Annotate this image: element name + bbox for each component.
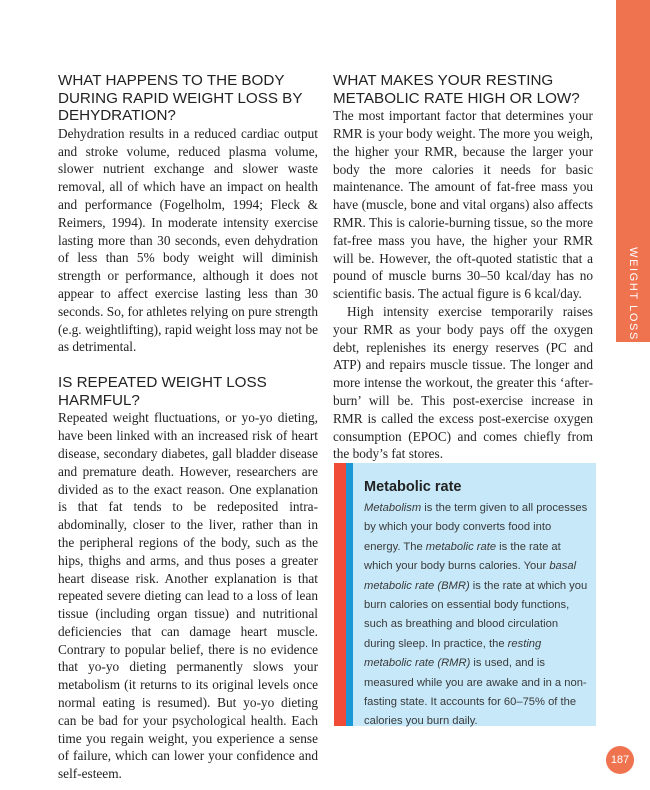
paragraph-rmr-factors: The most important factor that determines your RMR is your body weight. The more you weigh, the higher your RMR, because the larger your body the more calories it needs for basic maintenance. The amount of fat-free mass you have (muscle, bone and vital organs) also affects RMR. This is calorie-burning tissue, so the more fat-free mass you have, the higher your RMR will be. However, the oft-quoted statistic that a pound of muscle burns 30–50 kcal/day has no scientific basis. The actual figure is 6 kcal/day. [333, 108, 593, 302]
term-bmr: basal metabolic rate (BMR) [364, 560, 577, 592]
box-accent-stripe-blue [346, 463, 353, 726]
section-tab-label: WEIGHT LOSS [627, 247, 639, 341]
term-rmr: resting metabolic rate (RMR) [364, 637, 542, 670]
box-text-part: is used, and is measured while you are awake and in a non-fasting state. It accounts for 60–75% of the calories you burn daily. [364, 657, 587, 728]
box-content [364, 479, 590, 732]
heading-dehydration: WHAT HAPPENS TO THE BODY DURING RAPID WEIGHT LOSS BY DEHYDRATION? [58, 72, 303, 125]
paragraph-epoc: High intensity exercise temporarily raises your RMR as your body pays off the oxygen debt, replenishes its energy reserves (PC and ATP) and repairs muscle tissue. The longer and more intense the workout, the greater this ‘after-burn’ will be. This post-exercise increase in RMR is called the excess post-exercise oxygen consumption (EPOC) and comes chiefly from the body’s fat stores. [333, 303, 593, 462]
page-number: 187 [606, 746, 634, 774]
box-text-part: is the rate at which your body burns calories. Your [364, 540, 561, 573]
box-title: Metabolic rate [364, 479, 462, 495]
metabolic-rate-box [334, 463, 596, 726]
box-text-part: is the term given to all processes by which your body converts food into energy. The [364, 502, 588, 553]
box-text [364, 499, 590, 732]
paragraph-yo-yo-dieting: Repeated weight fluctuations, or yo-yo dieting, have been linked with an increased risk of heart disease, secondary diabetes, gall bladder disease and premature death. However, researchers are divided as to the exact reason. One explanation is that fat tends to be redeposited intra-abdominally, closer to the liver, rather than in the peripheral regions of the body, such as the hips, thighs and arms, and thus poses a greater heart disease risk. Another explanation is that repeated severe dieting can lead to a loss of lean tissue (including organ tissue) and nutritional deficiencies that can damage heart muscle. Contrary to popular belief, there is no evidence that yo-yo dieting permanently slows your metabolism (it returns to its original levels once normal eating is resumed). But yo-yo dieting can be bad for your psychological health. Each time you regain weight, you experience a sense of failure, which can lower your confidence and self-esteem. [58, 410, 318, 782]
heading-resting-metabolic-rate: WHAT MAKES YOUR RESTING METABOLIC RATE HIGH OR LOW? [333, 72, 580, 107]
paragraph-dehydration: Dehydration results in a reduced cardiac output and stroke volume, reduced plasma volume, slower nutrient exchange and slower waste removal, all of which have an impact on health and performance (Fogelholm, 1994; Fleck & Reimers, 1994). In moderate intensity exercise lasting more than 30 seconds, even dehydration of less than 5% body weight will diminish strength or performance, although it does not appear to affect exercise lasting less than 30 seconds. So, for athletes relying on pure strength (e.g. weightlifting), rapid weight loss may not be as detrimental. [58, 125, 318, 355]
box-accent-stripe-red [334, 463, 346, 726]
left-column [58, 72, 318, 783]
term-metabolism: Metabolism [364, 502, 422, 514]
right-column [333, 72, 593, 463]
box-text-part: is the rate at which you burn calories on essential body functions, such as breathing and blood circulation during sleep. In practice, the [364, 579, 588, 650]
term-metabolic-rate: metabolic rate [425, 540, 497, 553]
heading-repeated-weight-loss: IS REPEATED WEIGHT LOSS HARMFUL? [58, 374, 267, 409]
